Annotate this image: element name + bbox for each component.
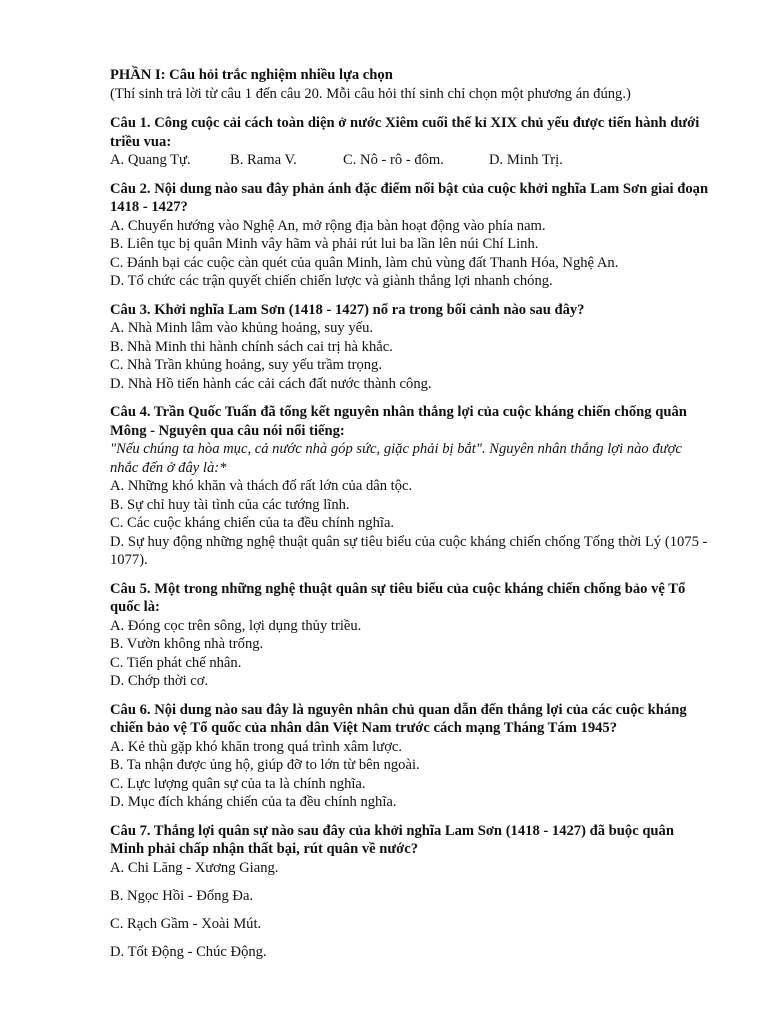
option-b: B. Rama V. xyxy=(230,152,297,168)
option-b: B. Vườn không nhà trống. xyxy=(110,636,264,652)
exam-page xyxy=(110,66,710,971)
option-c: C. Đánh bại các cuộc càn quét của quân Minh, làm chủ vùng đất Thanh Hóa, Nghệ An. xyxy=(110,254,619,271)
option-d: D. Nhà Hồ tiến hành các cải cách đất nước thành công. xyxy=(110,375,432,392)
question-stem: Câu 3. Khởi nghĩa Lam Sơn (1418 - 1427) nổ ra trong bối cảnh nào sau đây? xyxy=(110,301,585,318)
question-stem: Câu 6. Nội dung nào sau đây là nguyên nhân chủ quan dẫn đến thắng lợi của các cuộc kháng chiến bảo vệ Tổ quốc của nhân dân Việt Nam trước cách mạng Tháng Tám 1945? xyxy=(110,701,687,736)
option-d: D. Tổ chức các trận quyết chiến chiến lược và giành thắng lợi nhanh chóng. xyxy=(110,273,553,289)
question-2 xyxy=(110,180,710,291)
section-instructions: (Thí sinh trả lời từ câu 1 đến câu 20. Mỗi câu hỏi thí sinh chỉ chọn một phương án đúng.) xyxy=(110,85,631,102)
option-a: A. Quang Tự. xyxy=(110,152,191,168)
option-c: C. Lực lượng quân sự của ta là chính nghĩa. xyxy=(110,775,366,792)
option-d: D. Chớp thời cơ. xyxy=(110,673,209,689)
question-stem: Câu 4. Trần Quốc Tuấn đã tổng kết nguyên nhân thắng lợi của cuộc kháng chiến chống quân Mông - Nguyên qua câu nói nổi tiếng: xyxy=(110,404,687,439)
option-b: B. Ngọc Hồi - Đống Đa. xyxy=(110,887,254,904)
question-stem: Câu 7. Thắng lợi quân sự nào sau đây của khởi nghĩa Lam Sơn (1418 - 1427) đã buộc quân Minh phải chấp nhận thất bại, rút quân về nước? xyxy=(110,822,674,857)
question-stem: Câu 5. Một trong những nghệ thuật quân sự tiêu biểu của cuộc kháng chiến chống bảo vệ Tổ quốc là: xyxy=(110,580,686,615)
question-5 xyxy=(110,580,710,691)
option-a: A. Đóng cọc trên sông, lợi dụng thủy triều. xyxy=(110,617,362,634)
option-a: A. Chi Lăng - Xương Giang. xyxy=(110,859,279,876)
option-c: C. Tiến phát chế nhân. xyxy=(110,654,242,671)
option-b: B. Liên tục bị quân Minh vây hãm và phải rút lui ba lần lên núi Chí Linh. xyxy=(110,236,539,252)
option-c: C. Nhà Trần khủng hoảng, suy yếu trầm trọng. xyxy=(110,357,382,373)
option-a: A. Kẻ thù gặp khó khăn trong quá trình xâm lược. xyxy=(110,738,403,755)
option-d: D. Minh Trị. xyxy=(489,152,563,168)
option-c: C. Nô - rô - đôm. xyxy=(343,152,444,168)
option-b: B. Sự chỉ huy tài tình của các tướng lĩnh. xyxy=(110,496,350,513)
option-b: B. Nhà Minh thi hành chính sách cai trị hà khắc. xyxy=(110,338,393,355)
option-c: C. Các cuộc kháng chiến của ta đều chính nghĩa. xyxy=(110,515,395,531)
question-stem: Câu 2. Nội dung nào sau đây phản ánh đặc điểm nổi bật của cuộc khởi nghĩa Lam Sơn giai đoạn 1418 - 1427? xyxy=(110,180,709,215)
option-b: B. Ta nhận được ủng hộ, giúp đỡ to lớn từ bên ngoài. xyxy=(110,757,420,773)
option-d: D. Mục đích kháng chiến của ta đều chính nghĩa. xyxy=(110,794,397,810)
question-6 xyxy=(110,701,710,812)
question-4 xyxy=(110,403,710,570)
question-stem: Câu 1. Công cuộc cải cách toàn diện ở nước Xiêm cuối thế kỉ XIX chủ yếu được tiến hành dưới triều vua: xyxy=(110,115,700,150)
option-list xyxy=(110,151,710,170)
option-d: D. Sự huy động những nghệ thuật quân sự tiêu biểu của cuộc kháng chiến chống Tống thời Lý (1075 - 1077). xyxy=(110,533,708,568)
option-a: A. Những khó khăn và thách đố rất lớn của dân tộc. xyxy=(110,478,413,494)
option-a: A. Chuyển hướng vào Nghệ An, mở rộng địa bàn hoạt động vào phía nam. xyxy=(110,217,546,234)
question-7 xyxy=(110,822,710,962)
question-quote: "Nếu chúng ta hòa mục, cả nước nhà góp sức, giặc phải bị bắt". Nguyên nhân thắng lợi nào được nhắc đến ở đây là:* xyxy=(110,441,682,476)
option-a: A. Nhà Minh lâm vào khủng hoảng, suy yếu. xyxy=(110,320,374,336)
question-1 xyxy=(110,114,710,170)
option-d: D. Tốt Động - Chúc Động. xyxy=(110,943,267,960)
option-c: C. Rạch Gầm - Xoài Mút. xyxy=(110,915,262,932)
section-title: PHẦN I: Câu hỏi trắc nghiệm nhiều lựa chọn xyxy=(110,67,393,83)
question-3 xyxy=(110,301,710,394)
